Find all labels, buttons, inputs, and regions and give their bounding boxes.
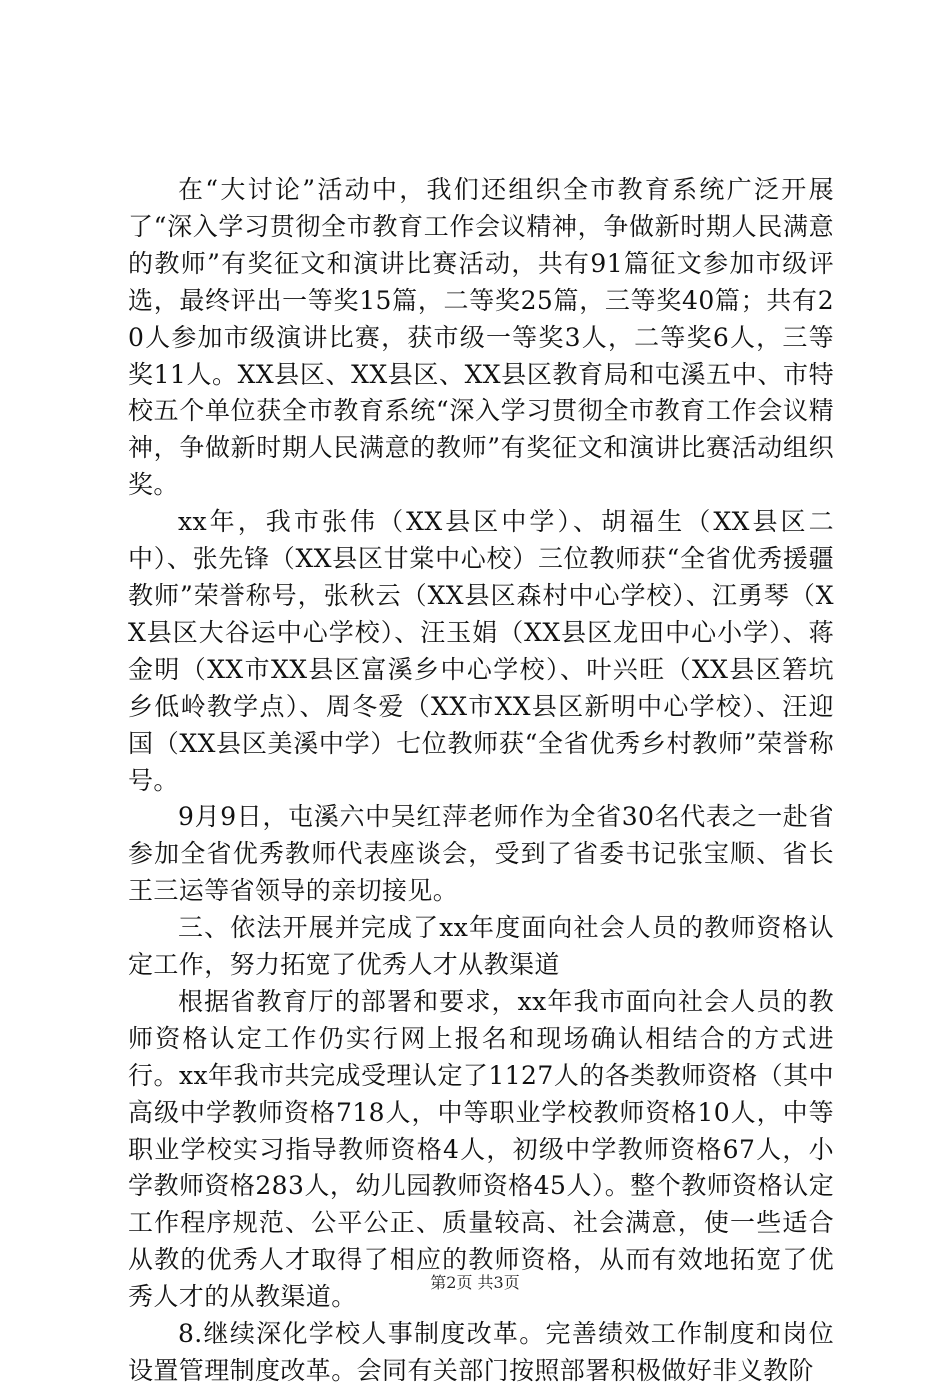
- document-body: [128, 172, 834, 1390]
- paragraph-essay-contest: 在“大讨论”活动中，我们还组织全市教育系统广泛开展了“深入学习贯彻全市教育工作会议精神，争做新时期人民满意的教师”有奖征文和演讲比赛活动，共有91篇征文参加市级评选，最终评出一等奖15篇，二等奖25篇，三等奖40篇；共有20人参加市级演讲比赛，获市级一等奖3人，二等奖6人，三等奖11人。XX县区、XX县区、XX县区教育局和屯溪五中、市特校五个单位获全市教育系统“深入学习贯彻全市教育工作会议精神，争做新时期人民满意的教师”有奖征文和演讲比赛活动组织奖。: [128, 175, 834, 500]
- paragraph-teacher-honors: xx年，我市张伟（XX县区中学）、胡福生（XX县区二中）、张先锋（XX县区甘棠中心校）三位教师获“全省优秀援疆教师”荣誉称号，张秋云（XX县区森村中心学校）、江勇琴（XX县区大谷运中心学校）、汪玉娟（XX县区龙田中心小学）、蒋金明（XX市XX县区富溪乡中心学校）、叶兴旺（XX县区箬坑乡低岭教学点）、周冬爱（XX市XX县区新明中心学校）、汪迎国（XX县区美溪中学）七位教师获“全省优秀乡村教师”荣誉称号。: [128, 507, 834, 795]
- section-heading-three: 三、依法开展并完成了xx年度面向社会人员的教师资格认定工作，努力拓宽了优秀人才从教渠道: [128, 913, 834, 980]
- paragraph-personnel-reform: 8.继续深化学校人事制度改革。完善绩效工作制度和岗位设置管理制度改革。会同有关部门按照部署积极做好非义教阶: [128, 1319, 834, 1385]
- page-number-footer: 第2页 共3页: [430, 1273, 520, 1292]
- paragraph-september-meeting: 9月9日，屯溪六中吴红萍老师作为全省30名代表之一赴省参加全省优秀教师代表座谈会，受到了省委书记张宝顺、省长王三运等省领导的亲切接见。: [128, 802, 834, 906]
- paragraph-certification: 根据省教育厅的部署和要求，xx年我市面向社会人员的教师资格认定工作仍实行网上报名和现场确认相结合的方式进行。xx年我市共完成受理认定了1127人的各类教师资格（其中高级中学教师资格718人，中等职业学校教师资格10人，中等职业学校实习指导教师资格4人，初级中学教师资格67人，小学教师资格283人，幼儿园教师资格45人）。整个教师资格认定工作程序规范、公平公正、质量较高、社会满意，使一些适合从教的优秀人才取得了相应的教师资格，从而有效地拓宽了优秀人才的从教渠道。: [128, 986, 834, 1312]
